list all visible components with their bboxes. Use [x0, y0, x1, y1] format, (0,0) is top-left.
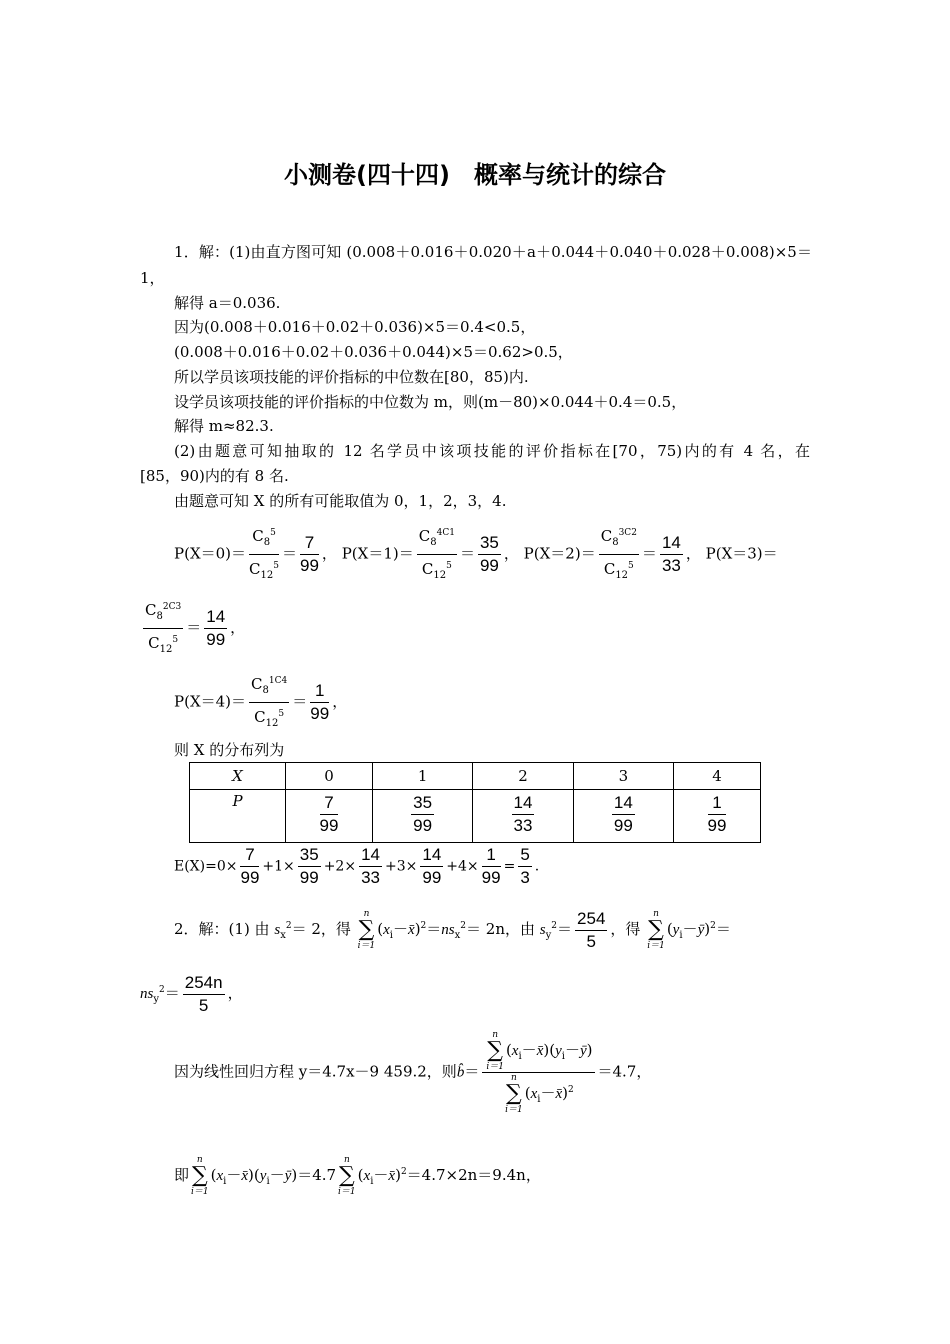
p2-comb-fraction: $\frac{C_8^{3C2}}{C_{12}^5}$ — [599, 522, 639, 587]
p3-comb-fraction: $\frac{C_8^{2C3}}{C_{12}^5}$ — [143, 596, 183, 661]
table-row — [190, 790, 761, 843]
p1-lhs: P(X＝1)＝ — [341, 544, 414, 563]
q2-line1: 2．解：(1) 由 $s_x^2= 2$，得 n ∑ i＝1 $(x_i-x̄)^2=ns_x^2= 2n$，由 $s_y^2=$ $\frac{254}{5}$ ，得 n ∑ i＝1 $(y_i-ȳ)^2=$ — [174, 908, 731, 951]
q1-line6: 设学员该项技能的评价指标的中位数为 m，则(m－80)×0.044＋0.4＝0.5， — [174, 393, 687, 411]
table-cell: $\frac{14}{33}$ — [473, 790, 573, 843]
probability-row: P(X＝0)＝ $\frac{C_8^5}{C_{12}^5}$ ＝ $\frac{7}{99}$ ， P(X＝1)＝ $\frac{C_8^{4C1}}{C_{12}^5}$ ＝ $\frac{35}{99}$ ， P(X＝2)＝ $\frac{C_8^{3C2}}{C_{12}^5}$ ＝ $\frac{14}{33}$ ， P(X＝3)＝ — [174, 522, 846, 587]
q1-line2: 解得 a＝0.036. — [174, 294, 281, 312]
q1-line7: 解得 m≈82.3. — [174, 417, 274, 435]
q1-line4: (0.008＋0.016＋0.02＋0.036＋0.044)×5＝0.62>0.5， — [174, 343, 573, 361]
p1-comb-fraction: $\frac{C_8^{4C1}}{C_{12}^5}$ — [417, 522, 457, 587]
page-title: 小测卷(四十四) 概率与统计的综合 — [284, 161, 666, 189]
q1-line1: 1．解：(1)由直方图可知 (0.008＋0.016＋0.020＋a＋0.044＋0.040＋0.028＋0.008)×5＝ — [174, 243, 812, 261]
q1-line8b: [85，90)内的有 8 名. — [140, 467, 289, 485]
table-cell: 0 — [286, 763, 373, 790]
p2-lhs: P(X＝2)＝ — [523, 544, 596, 563]
table-cell: $\frac{1}{99}$ — [674, 790, 761, 843]
p1-fraction: $\frac{35}{99}$ — [479, 533, 499, 575]
p4-lhs: P(X＝4)＝ — [174, 692, 247, 711]
p3-row: $\frac{C_8^{2C3}}{C_{12}^5}$ ＝ $\frac{14}{99}$ ， — [140, 596, 812, 661]
table-cell: $\frac{14}{99}$ — [573, 790, 673, 843]
table-cell: $\frac{35}{99}$ — [372, 790, 472, 843]
table-cell: $\frac{7}{99}$ — [286, 790, 373, 843]
table-cell: 4 — [674, 763, 761, 790]
q1-line1b: 1， — [140, 269, 165, 287]
distribution-table — [189, 762, 761, 843]
q1-line9: 由题意可知 X 的所有可能取值为 0，1，2，3，4. — [174, 492, 507, 510]
q1-line3: 因为(0.008＋0.016＋0.02＋0.036)×5＝0.4<0.5， — [174, 318, 536, 336]
q2-line1b: $ns_y^2=$ $\frac{254n}{5}$ ， — [140, 972, 243, 1015]
q2-final: 即 n ∑ i＝1 $(x_i-x̄)(y_i-ȳ)=4.7$ n ∑ i＝1 $(x_i-x̄)^2=4.7\times 2n=9.4n$， — [174, 1155, 541, 1197]
table-cell: X — [190, 763, 286, 790]
p3-fraction: $\frac{14}{99}$ — [206, 607, 226, 649]
table-cell: 1 — [372, 763, 472, 790]
q2-regression: 因为线性回归方程 y＝4.7x－9 459.2，则b̂＝ n ∑ i＝1 $(x_i-x̄)(y_i-ȳ)$ n ∑ i＝1 $(x_i-x̄)^2$ ＝4.7， — [174, 1030, 652, 1115]
table-cell: 2 — [473, 763, 573, 790]
p4-row: P(X＝4)＝ $\frac{C_8^{1C4}}{C_{12}^5}$ ＝ $\frac{1}{99}$ ， — [174, 670, 846, 735]
p3-lhs: P(X＝3)＝ — [705, 544, 778, 563]
table-cell: P — [190, 790, 286, 843]
p4-fraction: $\frac{1}{99}$ — [310, 681, 330, 723]
p4-comb-fraction: $\frac{C_8^{1C4}}{C_{12}^5}$ — [249, 670, 289, 735]
p0-fraction: $\frac{7}{99}$ — [300, 533, 319, 575]
table-cell: 3 — [573, 763, 673, 790]
q1-line5: 所以学员该项技能的评价指标的中位数在[80，85)内. — [174, 368, 529, 386]
dist-intro: 则 X 的分布列为 — [174, 741, 285, 759]
q1-line8: (2)由题意可知抽取的 12 名学员中该项技能的评价指标在[70，75)内的有 4 名，在 — [174, 442, 810, 460]
p0-lhs: P(X＝0)＝ — [174, 544, 247, 563]
p0-comb-fraction: $\frac{C_8^5}{C_{12}^5}$ — [249, 522, 279, 587]
expectation: E(X)=0× $\frac{7}{99}$ +1× $\frac{35}{99}$ +2× $\frac{14}{33}$ +3× $\frac{14}{99}$ +4× $\frac{1}{99}$ = $\frac{5}{3}$ . — [174, 845, 540, 887]
table-header-row — [190, 763, 761, 790]
p2-fraction: $\frac{14}{33}$ — [661, 533, 681, 575]
